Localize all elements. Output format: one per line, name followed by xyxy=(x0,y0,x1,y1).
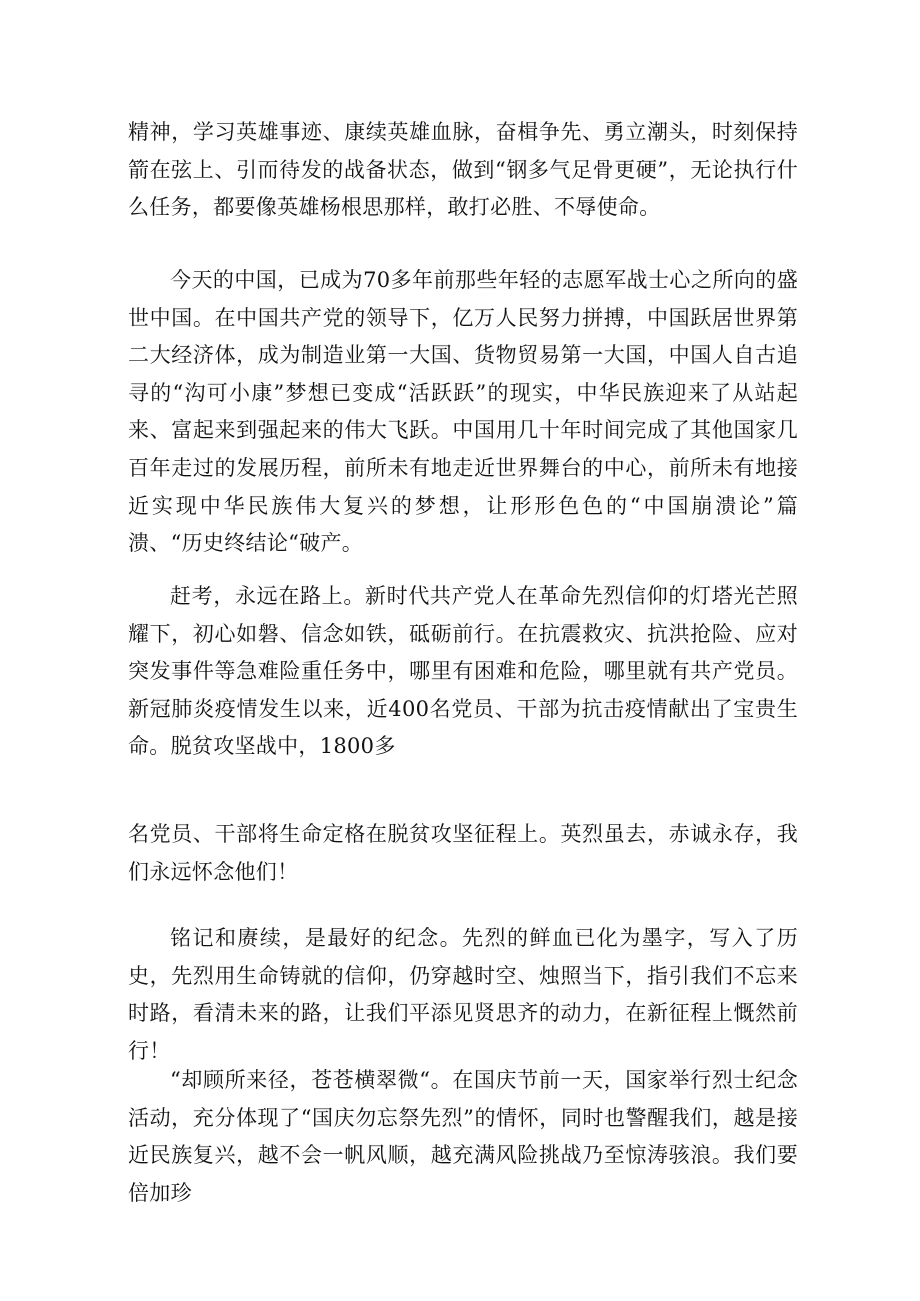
paragraph-2: 今天的中国，已成为70多年前那些年轻的志愿军战士心之所向的盛世中国。在中国共产党的领导下，亿万人民努力拼搏，中国跃居世界第二大经济体，成为制造业第一大国、货物贸易第一大国，中国人自古追寻的“沟可小康”梦想已变成“活跃跃”的现实，中华民族迎来了从站起来、富起来到强起来的伟大飞跃。中国用几十年时间完成了其他国家几百年走过的发展历程，前所未有地走近世界舞台的中心，前所未有地接近实现中华民族伟大复兴的梦想，让形形色色的“中国崩溃论”篇溃、“历史终结论“破产。 xyxy=(128,268,798,556)
paragraph-1: 精神，学习英雄事迹、康续英雄血脉，奋楫争先、勇立潮头，时刻保持箭在弦上、引而待发的战备状态，做到“钢多气足骨更硬”，无论执行什么任务，都要像英雄杨根思那样，敢打必胜、不辱使命。 xyxy=(128,120,798,220)
paragraph-4: 名党员、干部将生命定格在脱贫攻坚征程上。英烈虽去，赤诚永存，我们永远怀念他们！ xyxy=(128,822,798,884)
paragraph-6: “却顾所来径，苍苍横翠微“。在国庆节前一天，国家举行烈士纪念活动，充分体现了“国庆勿忘祭先烈”的情怀，同时也警醒我们，越是接近民族复兴，越不会一帆风顺，越充满风险挑战乃至惊涛骇浪。我们要倍加珍 xyxy=(128,1068,798,1205)
paragraph-5: 铭记和赓续，是最好的纪念。先烈的鲜血已化为墨字，写入了历史，先烈用生命铸就的信仰，仍穿越时空、烛照当下，指引我们不忘来时路，看清未来的路，让我们平添见贤思齐的动力，在新征程上慨然前行！ xyxy=(128,926,798,1063)
paragraph-3: 赶考，永远在路上。新时代共产党人在革命先烈信仰的灯塔光芒照耀下，初心如磐、信念如铁，砥砺前行。在抗震救灾、抗洪抢险、应对突发事件等急难险重任务中，哪里有困难和危险，哪里就有共产党员。新冠肺炎疫情发生以来，近400名党员、干部为抗击疫情献出了宝贵生命。脱贫攻坚战中，1800多 xyxy=(128,584,798,759)
